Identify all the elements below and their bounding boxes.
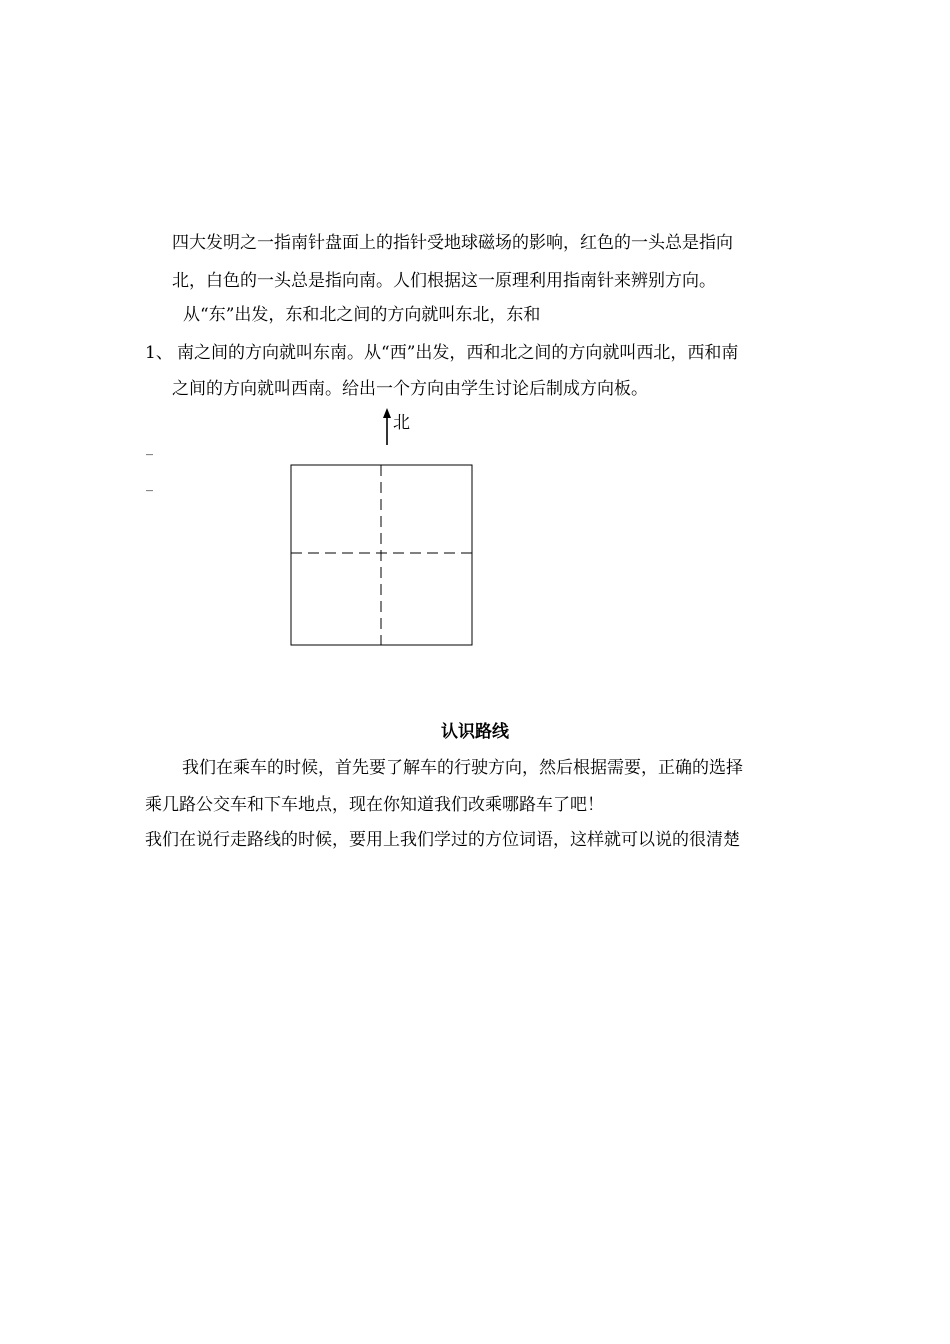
item1-line1: 从“东”出发，东和北之间的方向就叫东北，东和 <box>183 305 541 325</box>
margin-mark-1: _ <box>146 440 153 456</box>
direction-board-diagram <box>280 400 500 660</box>
para1-line2: 北，白色的一头总是指向南。人们根据这一原理利用指南针来辨别方向。 <box>172 271 716 291</box>
item1-number: 1、 <box>145 343 173 363</box>
section2-line1: 我们在乘车的时候，首先要了解车的行驶方向，然后根据需要，正确的选择 <box>182 758 743 778</box>
section2-line3: 我们在说行走路线的时候，要用上我们学过的方位词语，这样就可以说的很清楚 <box>145 830 740 850</box>
north-label: 北 <box>393 413 410 433</box>
item1-line2: 南之间的方向就叫东南。从“西”出发，西和北之间的方向就叫西北，西和南 <box>177 343 739 363</box>
item1-line3: 之间的方向就叫西南。给出一个方向由学生讨论后制成方向板。 <box>172 379 648 399</box>
north-arrow-head <box>383 408 391 418</box>
section2-line2: 乘几路公交车和下车地点，现在你知道我们改乘哪路车了吧！ <box>145 795 604 815</box>
section-title: 认识路线 <box>441 722 509 742</box>
margin-mark-2: _ <box>146 476 153 492</box>
para1-line1: 四大发明之一指南针盘面上的指针受地球磁场的影响，红色的一头总是指向 <box>172 233 733 253</box>
